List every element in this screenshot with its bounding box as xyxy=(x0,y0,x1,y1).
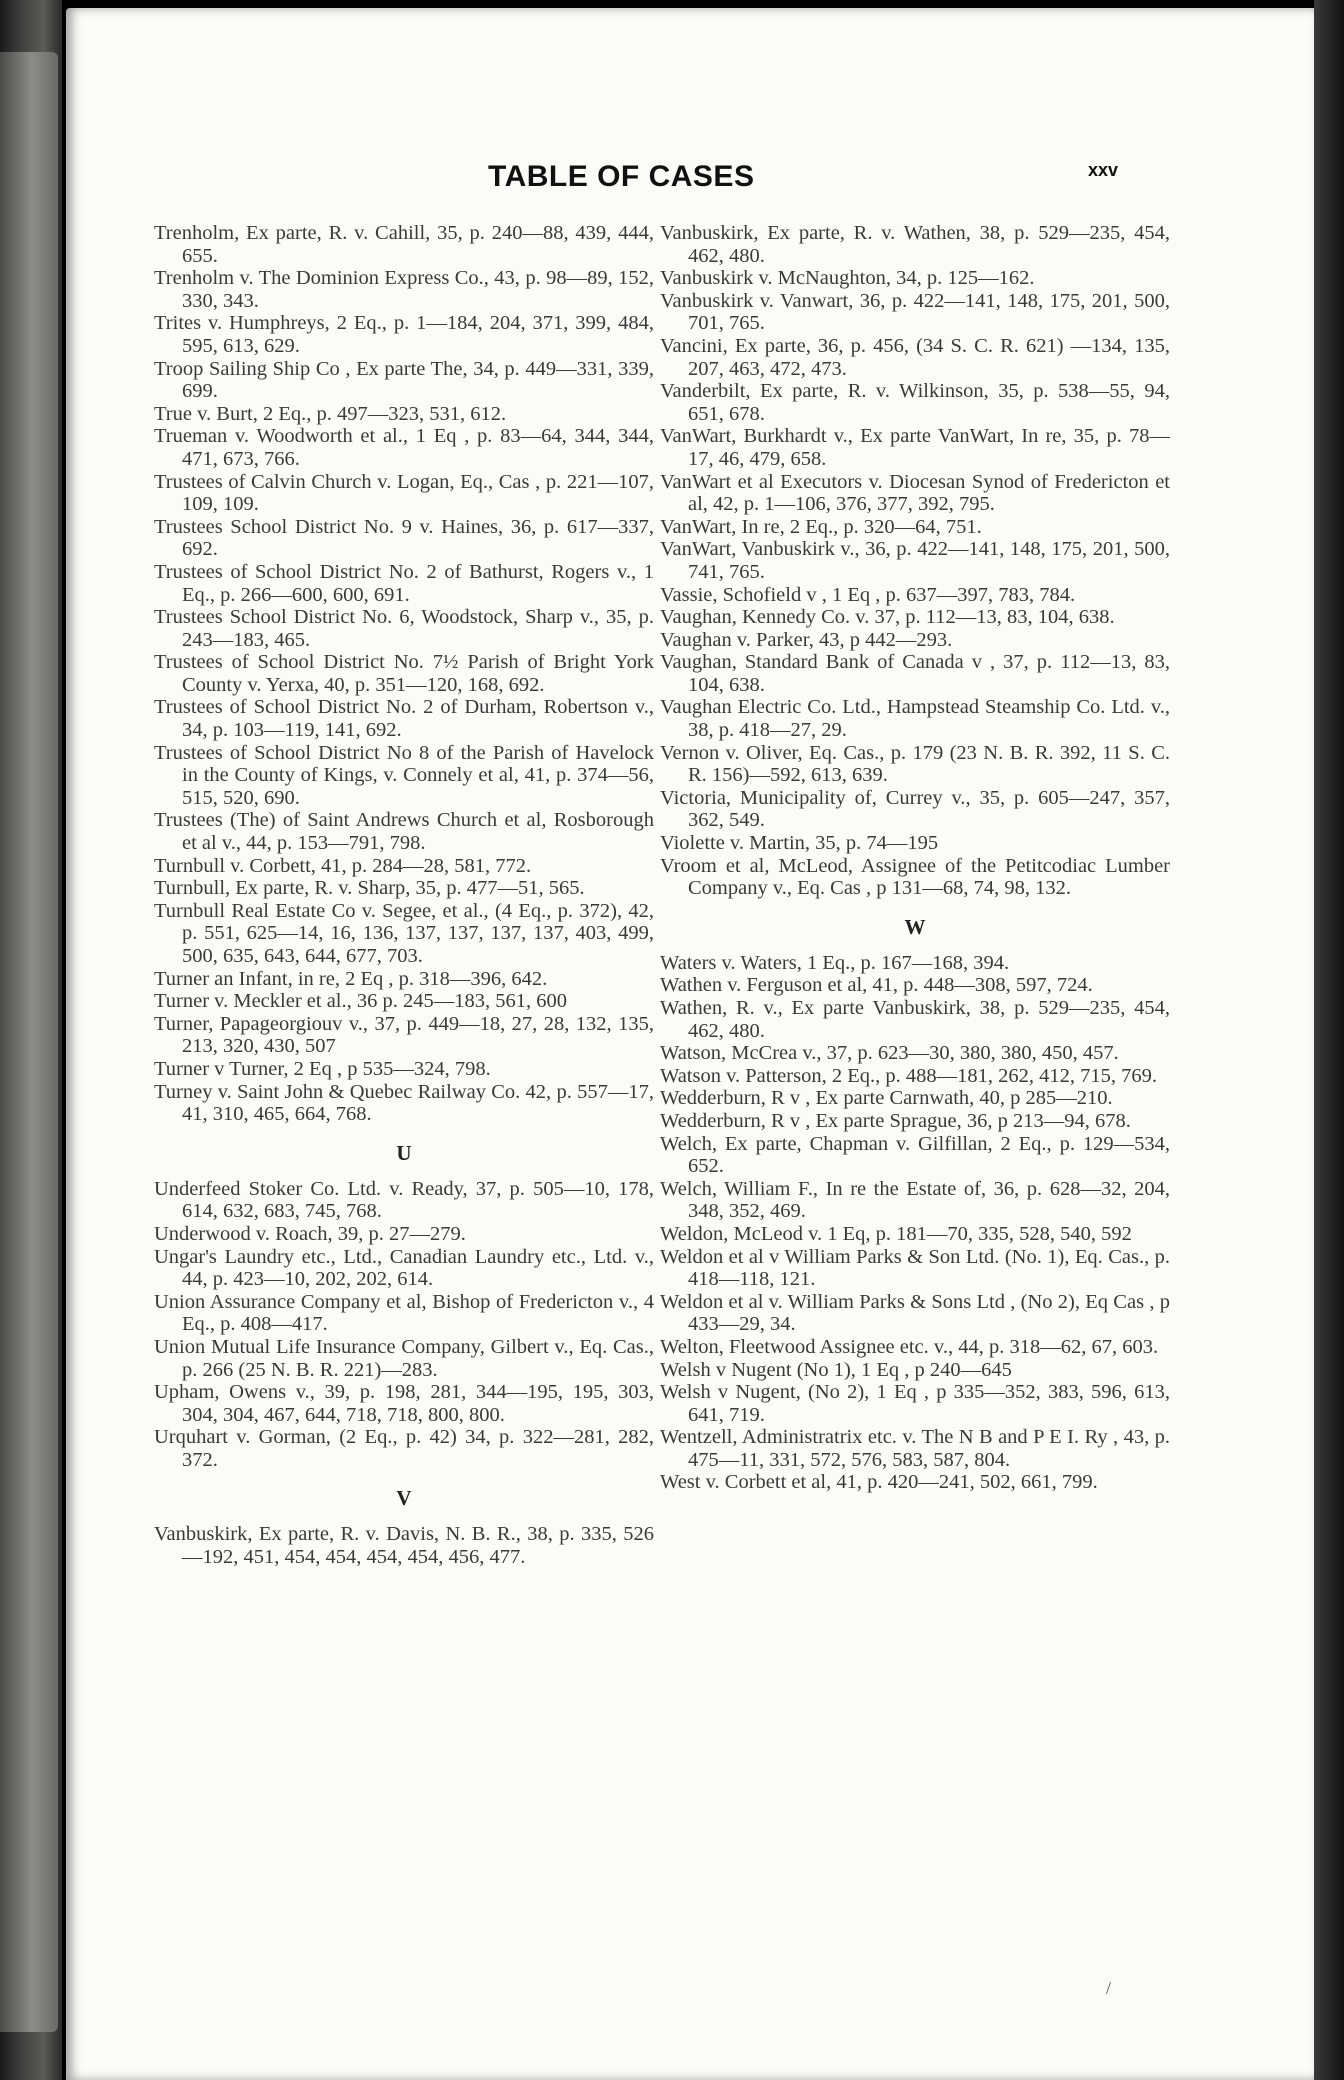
case-entry: Vancini, Ex parte, 36, p. 456, (34 S. C. R. 621) —134, 135, 207, 463, 472, 473. xyxy=(660,334,1170,380)
case-entry: Union Mutual Life Insurance Company, Gilbert v., Eq. Cas., p. 266 (25 N. B. R. 221)—283. xyxy=(154,1335,654,1381)
case-entry: Weldon et al v. William Parks & Sons Ltd , (No 2), Eq Cas , p 433—29, 34. xyxy=(660,1290,1170,1336)
case-entry: Wathen v. Ferguson et al, 41, p. 448—308, 597, 724. xyxy=(660,974,1093,997)
case-entry: Wentzell, Administratrix etc. v. The N B and P E I. Ry , 43, p. 475—11, 331, 572, 576, 583, 587, 804. xyxy=(660,1426,1170,1471)
case-entry: Vanderbilt, Ex parte, R. v. Wilkinson, 35, p. 538—55, 94, 651, 678. xyxy=(660,380,1170,425)
case-entry: Waters v. Waters, 1 Eq., p. 167—168, 394. xyxy=(660,951,1010,974)
case-entry: Wedderburn, R v , Ex parte Carnwath, 40, p 285—210. xyxy=(660,1087,1113,1110)
case-entry: Violette v. Martin, 35, p. 74—195 xyxy=(660,832,939,855)
case-entry: VanWart, Vanbuskirk v., 36, p. 422—141, 148, 175, 201, 500, 741, 765. xyxy=(660,538,1170,583)
case-entry: Vaughan, Kennedy Co. v. 37, p. 112—13, 83, 104, 638. xyxy=(660,606,1115,629)
case-entry: Trites v. Humphreys, 2 Eq., p. 1—184, 204, 371, 399, 484, 595, 613, 629. xyxy=(154,312,654,357)
case-entry: Underwood v. Roach, 39, p. 27—279. xyxy=(154,1222,466,1245)
case-entry: Vaughan v. Parker, 43, p 442—293. xyxy=(660,628,953,651)
case-entry: Trustees School District No. 9 v. Haines, 36, p. 617—337, 692. xyxy=(154,515,654,561)
case-entry: Vanbuskirk v. Vanwart, 36, p. 422—141, 148, 175, 201, 500, 701, 765. xyxy=(660,289,1170,335)
case-entry: Trustees of School District No 8 of the Parish of Havelock in the County of Kings, v. Connely et al, 41, p. 374—56, 515, 520, 690. xyxy=(154,741,654,809)
case-entry: Welsh v Nugent, (No 2), 1 Eq , p 335—352, 383, 596, 613, 641, 719. xyxy=(660,1381,1170,1426)
case-entry: Watson, McCrea v., 37, p. 623—30, 380, 380, 450, 457. xyxy=(660,1042,1119,1065)
case-entry: Urquhart v. Gorman, (2 Eq., p. 42) 34, p. 322—281, 282, 372. xyxy=(154,1426,654,1471)
case-entry: Wedderburn, R v , Ex parte Sprague, 36, p 213—94, 678. xyxy=(660,1109,1131,1132)
page-title: TABLE OF CASES xyxy=(488,160,755,193)
case-entry: VanWart, In re, 2 Eq., p. 320—64, 751. xyxy=(660,515,982,538)
case-entry: Trenholm v. The Dominion Express Co., 43, p. 98—89, 152, 330, 343. xyxy=(154,267,654,312)
case-entry: Underfeed Stoker Co. Ltd. v. Ready, 37, p. 505—10, 178, 614, 632, 683, 745, 768. xyxy=(154,1177,654,1223)
case-entry: Trenholm, Ex parte, R. v. Cahill, 35, p. 240—88, 439, 444, 655. xyxy=(154,222,654,267)
case-entry: Vaughan, Standard Bank of Canada v , 37, p. 112—13, 83, 104, 638. xyxy=(660,651,1170,696)
case-entry: Turner an Infant, in re, 2 Eq , p. 318—396, 642. xyxy=(154,967,548,990)
case-entry: Watson v. Patterson, 2 Eq., p. 488—181, 262, 412, 715, 769. xyxy=(660,1064,1157,1087)
case-entry: Turnbull Real Estate Co v. Segee, et al., (4 Eq., p. 372), 42, p. 551, 625—14, 16, 136, 137, 137, 137, 137, 403, 499, 500, 635, 643, 644, 677, 703. xyxy=(154,899,654,967)
case-entry: Vanbuskirk, Ex parte, R. v. Davis, N. B. R., 38, p. 335, 526—192, 451, 454, 454, 454, 454, 456, 477. xyxy=(154,1523,654,1569)
section-letter-heading: W xyxy=(904,914,926,939)
case-entry: True v. Burt, 2 Eq., p. 497—323, 531, 612. xyxy=(154,402,507,425)
case-entry: Turner v Turner, 2 Eq , p 535—324, 798. xyxy=(154,1057,491,1080)
case-entry: Vanbuskirk v. McNaughton, 34, p. 125—162. xyxy=(660,267,1035,290)
case-entry: Ungar's Laundry etc., Ltd., Canadian Laundry etc., Ltd. v., 44, p. 423—10, 202, 202, 614. xyxy=(154,1245,654,1291)
case-entry: Wathen, R. v., Ex parte Vanbuskirk, 38, p. 529—235, 454, 462, 480. xyxy=(660,997,1170,1042)
case-entry: Turner v. Meckler et al., 36 p. 245—183, 561, 600 xyxy=(154,990,567,1013)
case-entry: Trueman v. Woodworth et al., 1 Eq , p. 83—64, 344, 344, 471, 673, 766. xyxy=(154,425,654,470)
case-entry: Turnbull v. Corbett, 41, p. 284—28, 581, 772. xyxy=(154,854,532,877)
case-entry: Troop Sailing Ship Co , Ex parte The, 34, p. 449—331, 339, 699. xyxy=(154,357,654,403)
case-entry: Vernon v. Oliver, Eq. Cas., p. 179 (23 N. B. R. 392, 11 S. C. R. 156)—592, 613, 639. xyxy=(660,741,1170,787)
case-entry: Vassie, Schofield v , 1 Eq , p. 637—397, 783, 784. xyxy=(660,583,1076,606)
case-entry: Turner, Papageorgiouv v., 37, p. 449—18, 27, 28, 132, 135, 213, 320, 430, 507 xyxy=(154,1012,654,1058)
case-entry: Trustees of Calvin Church v. Logan, Eq., Cas , p. 221—107, 109, 109. xyxy=(154,470,654,516)
adjacent-page-shadow xyxy=(0,0,62,2080)
case-entry: Turnbull, Ex parte, R. v. Sharp, 35, p. 477—51, 565. xyxy=(154,877,585,900)
case-entry: Trustees (The) of Saint Andrews Church et al, Rosborough et al v., 44, p. 153—791, 798. xyxy=(154,809,654,855)
left-column xyxy=(154,222,654,1569)
section-letter-heading: V xyxy=(396,1486,412,1511)
page-number: xxv xyxy=(1088,160,1119,180)
case-entry: Victoria, Municipality of, Currey v., 35, p. 605—247, 357, 362, 549. xyxy=(660,786,1170,832)
case-entry: Upham, Owens v., 39, p. 198, 281, 344—195, 195, 303, 304, 304, 467, 644, 718, 718, 800, 800. xyxy=(154,1381,654,1426)
case-entry: Welch, Ex parte, Chapman v. Gilfillan, 2 Eq., p. 129—534, 652. xyxy=(660,1132,1170,1178)
case-entry: VanWart, Burkhardt v., Ex parte VanWart, In re, 35, p. 78—17, 46, 479, 658. xyxy=(660,425,1170,470)
case-entry: Union Assurance Company et al, Bishop of Fredericton v., 4 Eq., p. 408—417. xyxy=(154,1290,654,1336)
case-entry: Trustees of School District No. 7½ Parish of Bright York County v. Yerxa, 40, p. 351—120, 168, 692. xyxy=(154,651,654,696)
right-page-border xyxy=(1314,0,1344,2080)
case-entry: Trustees School District No. 6, Woodstock, Sharp v., 35, p. 243—183, 465. xyxy=(154,606,654,651)
right-column xyxy=(660,222,1170,1494)
section-letter-heading: U xyxy=(396,1140,412,1165)
case-entry: Weldon et al v William Parks & Son Ltd. (No. 1), Eq. Cas., p. 418—118, 121. xyxy=(660,1245,1170,1291)
case-entry: Vaughan Electric Co. Ltd., Hampstead Steamship Co. Ltd. v., 38, p. 418—27, 29. xyxy=(660,696,1170,742)
case-entry: Welton, Fleetwood Assignee etc. v., 44, p. 318—62, 67, 603. xyxy=(660,1335,1159,1358)
case-entry: Trustees of School District No. 2 of Bathurst, Rogers v., 1 Eq., p. 266—600, 600, 691. xyxy=(154,560,654,606)
case-entry: VanWart et al Executors v. Diocesan Synod of Fredericton et al, 42, p. 1—106, 376, 377, 392, 795. xyxy=(660,470,1170,516)
adjacent-page-edge xyxy=(0,52,58,2032)
case-entry: Welch, William F., In re the Estate of, 36, p. 628—32, 204, 348, 352, 469. xyxy=(660,1177,1170,1223)
case-entry: Vanbuskirk, Ex parte, R. v. Wathen, 38, p. 529—235, 454, 462, 480. xyxy=(660,222,1170,267)
case-entry: Vroom et al, McLeod, Assignee of the Petitcodiac Lumber Company v., Eq. Cas , p 131—68, 74, 98, 132. xyxy=(660,854,1170,900)
case-entry: West v. Corbett et al, 41, p. 420—241, 502, 661, 799. xyxy=(660,1471,1098,1494)
case-entry: Welsh v Nugent (No 1), 1 Eq , p 240—645 xyxy=(660,1358,1012,1381)
page-mark: / xyxy=(1106,1978,1112,1998)
case-entry: Weldon, McLeod v. 1 Eq, p. 181—70, 335, 528, 540, 592 xyxy=(660,1222,1132,1245)
case-entry: Turney v. Saint John & Quebec Railway Co. 42, p. 557—17, 41, 310, 465, 664, 768. xyxy=(154,1080,654,1126)
case-entry: Trustees of School District No. 2 of Durham, Robertson v., 34, p. 103—119, 141, 692. xyxy=(154,696,654,742)
